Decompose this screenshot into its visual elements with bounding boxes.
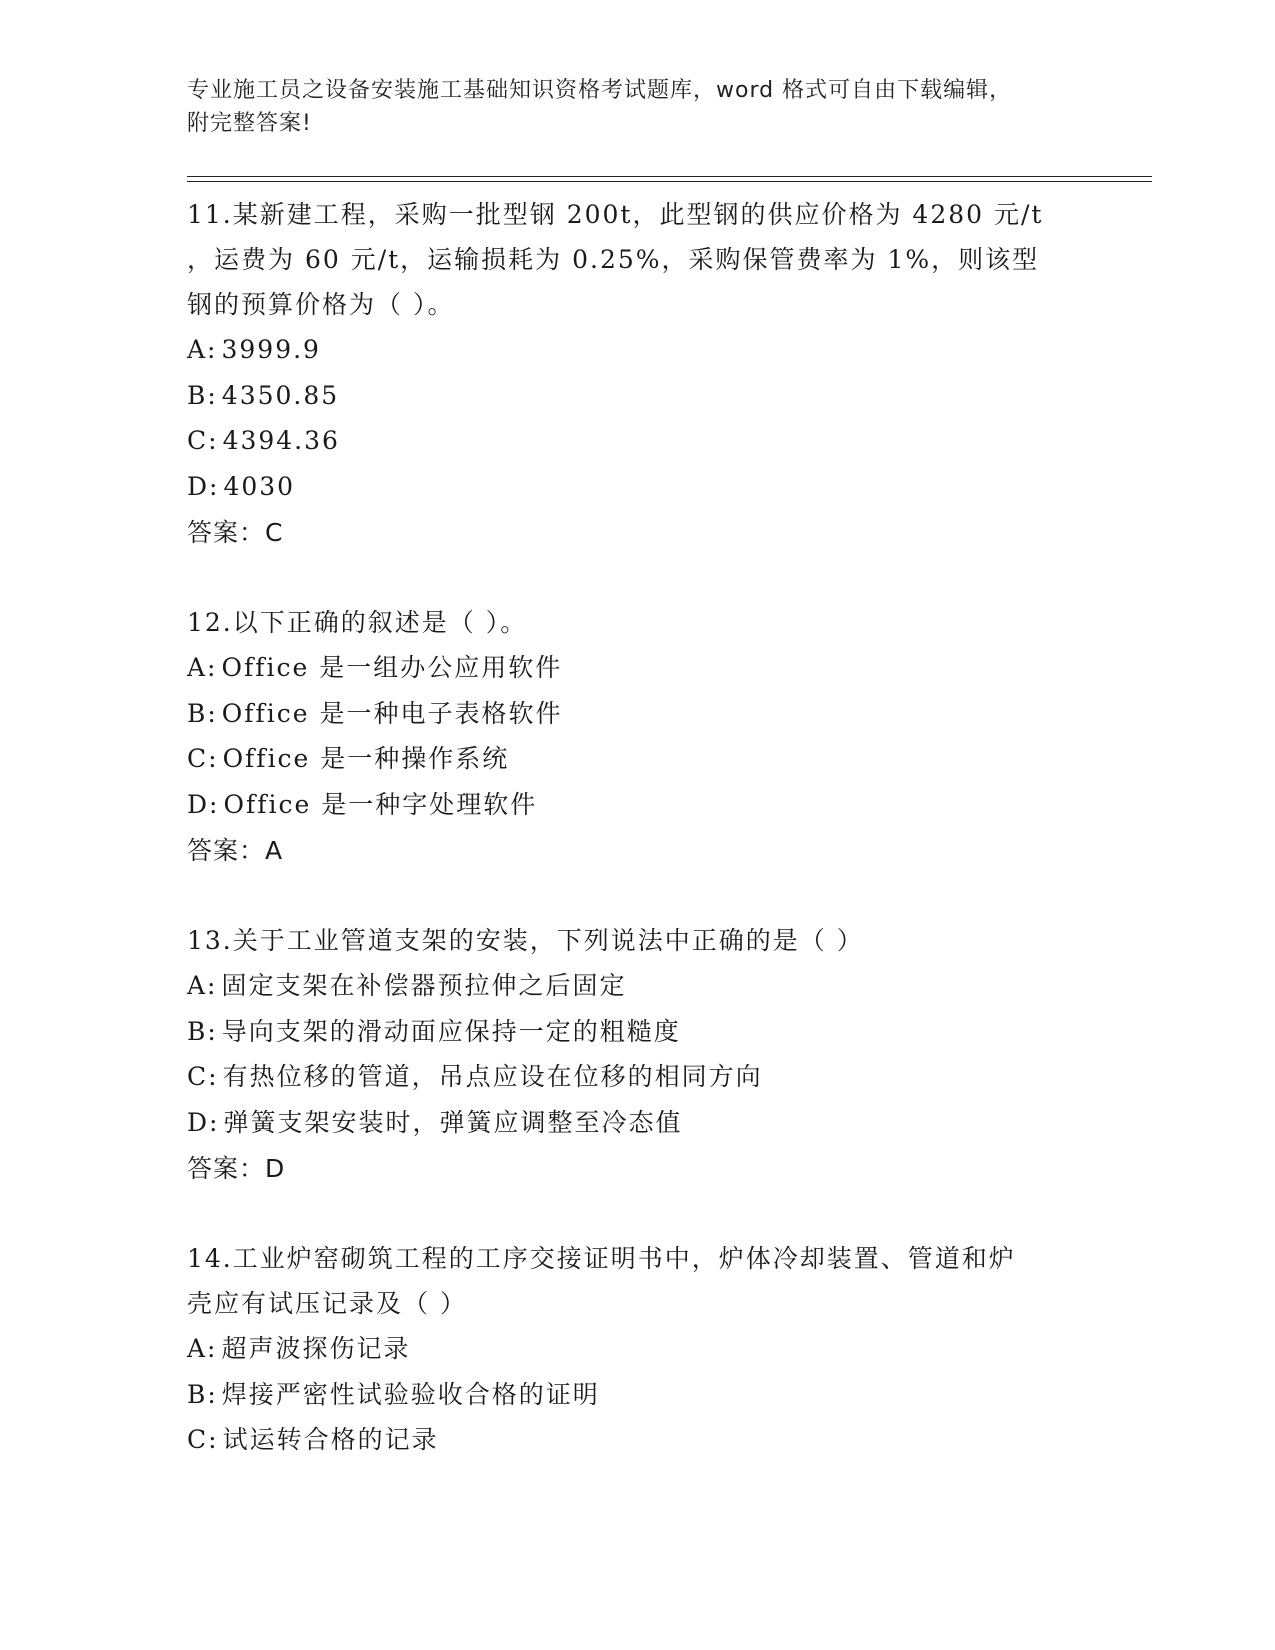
question-12 xyxy=(187,600,1087,874)
option-text: 有热位移的管道，吊点应设在位移的相同方向 xyxy=(222,1062,763,1091)
option-d xyxy=(187,782,1087,828)
stem-line: ，运费为 60 元/t，运输损耗为 0.25%，采购保管费率为 1%，则该型 xyxy=(187,245,1040,274)
option-letter: A: xyxy=(187,971,218,1000)
stem-line: 11.某新建工程，采购一批型钢 200t，此型钢的供应价格为 4280 元/t xyxy=(187,200,1044,229)
question-stem xyxy=(187,192,1087,327)
option-text: 4030 xyxy=(223,471,296,501)
option-b xyxy=(187,373,1087,419)
stem-line: 12.以下正确的叙述是（ ）。 xyxy=(187,608,528,637)
option-c xyxy=(187,736,1087,782)
option-c xyxy=(187,1054,1087,1100)
header-line-2: 附完整答案! xyxy=(187,111,312,136)
option-text: 超声波探伤记录 xyxy=(221,1334,411,1363)
question-stem xyxy=(187,1236,1087,1326)
option-letter: B: xyxy=(187,1379,218,1409)
stem-line: 13.关于工业管道支架的安装，下列说法中正确的是（ ） xyxy=(187,926,864,955)
option-d xyxy=(187,464,1087,510)
option-text: Office 是一种字处理软件 xyxy=(223,789,538,819)
option-letter: C: xyxy=(187,426,219,455)
option-letter: B: xyxy=(187,1016,218,1046)
option-letter: B: xyxy=(187,698,218,728)
option-c xyxy=(187,1417,1087,1463)
question-list xyxy=(187,192,1087,1463)
option-text: 4350.85 xyxy=(221,380,340,410)
question-14 xyxy=(187,1236,1087,1463)
option-text: Office 是一种操作系统 xyxy=(222,744,510,773)
option-letter: B: xyxy=(187,380,218,410)
option-text: 试运转合格的记录 xyxy=(222,1425,439,1454)
document-header xyxy=(187,74,1087,140)
stem-line: 钢的预算价格为（ ）。 xyxy=(187,290,455,319)
option-letter: C: xyxy=(187,1425,219,1454)
option-c xyxy=(187,418,1087,464)
question-stem xyxy=(187,918,1087,963)
answer-line: 答案：C xyxy=(187,518,284,547)
option-a xyxy=(187,327,1087,373)
option-text: 焊接严密性试验验收合格的证明 xyxy=(221,1379,600,1409)
option-text: 3999.9 xyxy=(221,335,321,364)
option-text: Office 是一种电子表格软件 xyxy=(221,698,563,728)
option-text: 4394.36 xyxy=(222,426,340,455)
option-b xyxy=(187,691,1087,737)
option-b xyxy=(187,1372,1087,1418)
question-stem xyxy=(187,600,1087,645)
answer-line: 答案：A xyxy=(187,836,284,865)
stem-line: 14.工业炉窑砌筑工程的工序交接证明书中，炉体冷却装置、管道和炉 xyxy=(187,1244,1016,1273)
option-d xyxy=(187,1100,1087,1146)
option-text: 导向支架的滑动面应保持一定的粗糙度 xyxy=(221,1016,681,1046)
option-letter: C: xyxy=(187,744,219,773)
option-letter: C: xyxy=(187,1062,219,1091)
stem-line: 壳应有试压记录及（ ） xyxy=(187,1289,467,1318)
header-divider-bottom xyxy=(187,181,1152,182)
option-a xyxy=(187,963,1087,1009)
option-text: Office 是一组办公应用软件 xyxy=(221,653,563,682)
option-letter: A: xyxy=(187,653,218,682)
option-letter: A: xyxy=(187,1334,218,1363)
question-13 xyxy=(187,918,1087,1192)
option-a xyxy=(187,645,1087,691)
answer-line: 答案：D xyxy=(187,1154,286,1183)
option-letter: D: xyxy=(187,1107,220,1137)
header-line-1: 专业施工员之设备安装施工基础知识资格考试题库，word 格式可自由下载编辑， xyxy=(187,78,1013,103)
option-letter: D: xyxy=(187,471,220,501)
option-text: 固定支架在补偿器预拉伸之后固定 xyxy=(221,971,627,1000)
option-letter: A: xyxy=(187,335,218,364)
option-b xyxy=(187,1009,1087,1055)
header-divider-top xyxy=(187,176,1152,177)
question-11 xyxy=(187,192,1087,556)
option-letter: D: xyxy=(187,789,220,819)
option-a xyxy=(187,1326,1087,1372)
option-text: 弹簧支架安装时，弹簧应调整至冷态值 xyxy=(223,1107,683,1137)
